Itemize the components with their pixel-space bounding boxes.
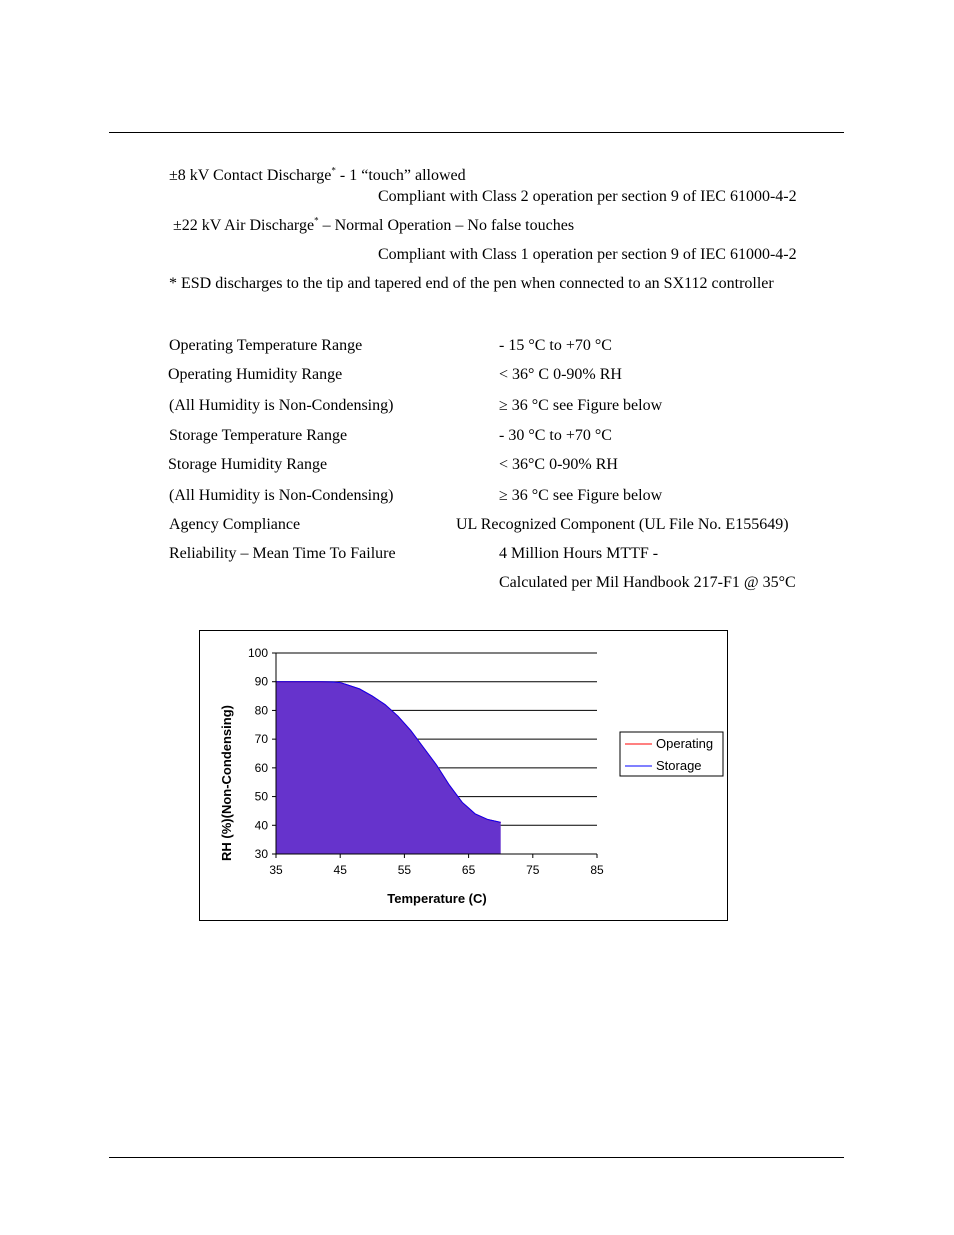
- spec-value: - 30 °C to +70 °C: [499, 427, 612, 444]
- y-tick-label: 50: [254, 789, 268, 804]
- esd-contact-line: [169, 166, 466, 185]
- x-tick-label: 75: [526, 863, 540, 877]
- x-tick-label: 85: [590, 863, 604, 877]
- spec-label: (All Humidity is Non-Condensing): [169, 487, 394, 504]
- spec-label: (All Humidity is Non-Condensing): [169, 397, 394, 414]
- spec-value: UL Recognized Component (UL File No. E155649): [456, 516, 789, 533]
- esd-air-text: ±22 kV Air Discharge: [173, 217, 315, 234]
- spec-value: Calculated per Mil Handbook 217-F1 @ 35°C: [499, 574, 796, 591]
- esd-contact-suffix: - 1 “touch” allowed: [335, 167, 466, 184]
- spec-value: - 15 °C to +70 °C: [499, 337, 612, 354]
- chart-legend: [620, 732, 723, 776]
- spec-label: Operating Humidity Range: [168, 366, 343, 383]
- spec-label: Agency Compliance: [169, 516, 301, 533]
- legend-label: Storage: [656, 758, 702, 773]
- esd-footnote: * ESD discharges to the tip and tapered end of the pen when connected to an SX112 controller: [169, 275, 774, 292]
- y-tick-label: 40: [254, 818, 268, 833]
- esd-air-compliance: Compliant with Class 1 operation per section 9 of IEC 61000-4-2: [378, 246, 797, 263]
- y-tick-label: 60: [254, 760, 268, 775]
- humidity-chart: [199, 630, 728, 921]
- y-tick-label: 90: [254, 674, 268, 689]
- spec-value: ≥ 36 °C see Figure below: [499, 397, 663, 414]
- x-tick-label: 55: [397, 863, 412, 877]
- header-rule: [109, 132, 844, 133]
- esd-air-line: [173, 216, 574, 235]
- esd-contact-compliance: Compliant with Class 2 operation per section 9 of IEC 61000-4-2: [378, 188, 797, 205]
- spec-value: ≥ 36 °C see Figure below: [499, 487, 663, 504]
- y-tick-label: 80: [254, 703, 268, 718]
- footnote-mark: *: [331, 165, 336, 176]
- spec-value: < 36°C 0-90% RH: [499, 456, 618, 473]
- chart-canvas: [200, 631, 727, 920]
- spec-label: Reliability – Mean Time To Failure: [169, 545, 396, 562]
- footnote-mark: *: [314, 215, 319, 226]
- spec-value: < 36° C 0-90% RH: [499, 366, 622, 383]
- y-tick-label: 70: [254, 732, 268, 747]
- x-tick-label: 35: [269, 863, 283, 877]
- spec-value: 4 Million Hours MTTF -: [499, 545, 659, 562]
- y-tick-label: 30: [254, 847, 268, 861]
- x-tick-label: 65: [461, 863, 476, 877]
- x-tick-label: 45: [333, 863, 347, 877]
- legend-label: Operating: [656, 736, 714, 751]
- y-tick-label: 100: [247, 646, 268, 660]
- spec-label: Storage Humidity Range: [168, 456, 328, 473]
- esd-air-suffix: – Normal Operation – No false touches: [318, 217, 575, 234]
- esd-contact-text: ±8 kV Contact Discharge: [169, 167, 332, 184]
- y-axis-label: RH (%)(Non-Condensing): [219, 705, 234, 861]
- spec-label: Operating Temperature Range: [169, 337, 363, 354]
- spec-label: Storage Temperature Range: [169, 427, 348, 444]
- x-axis-label: Temperature (C): [387, 891, 487, 906]
- footer-rule: [109, 1157, 844, 1158]
